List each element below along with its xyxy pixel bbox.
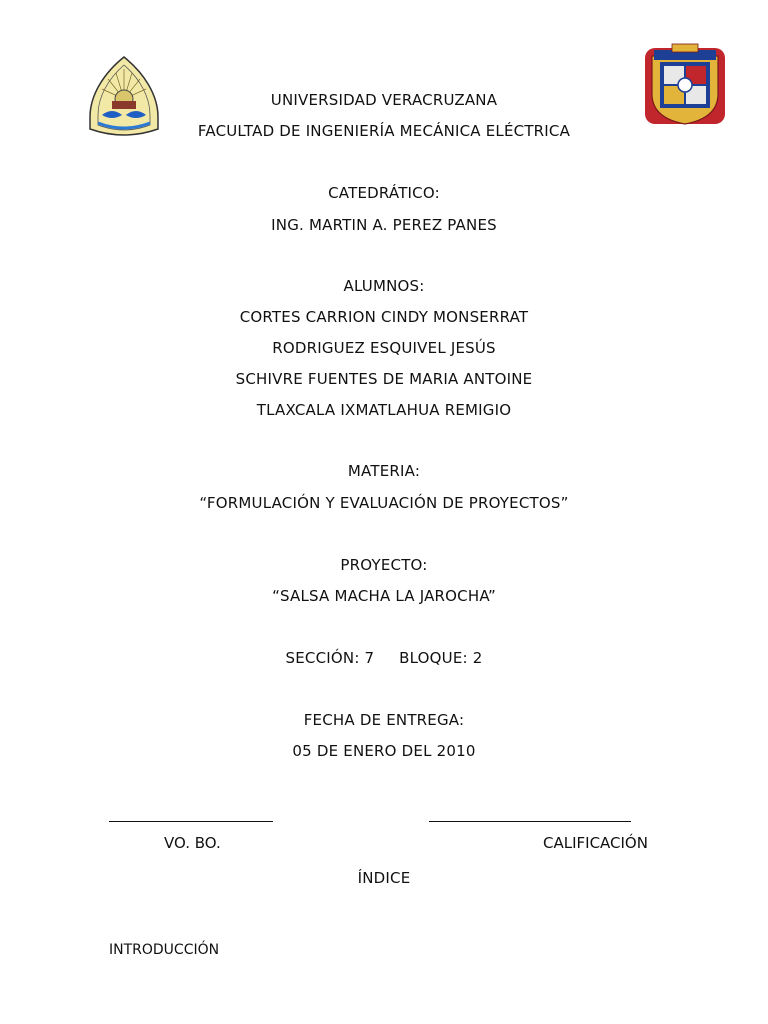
alumnos-label: ALUMNOS:: [343, 277, 425, 295]
index-title: ÍNDICE: [357, 869, 411, 887]
catedratico-name: ING. MARTIN A. PEREZ PANES: [271, 216, 497, 234]
proyecto-label: PROYECTO:: [340, 556, 428, 574]
vobo-label: VO. BO.: [164, 834, 221, 852]
university-name: UNIVERSIDAD VERACRUZANA: [270, 91, 498, 109]
faculty-name: FACULTAD DE INGENIERÍA MECÁNICA ELÉCTRICA: [197, 122, 571, 140]
proyecto-value: “SALSA MACHA LA JAROCHA”: [272, 587, 496, 605]
seccion-bloque: SECCIÓN: 7 BLOQUE: 2: [285, 649, 483, 667]
fecha-value: 05 DE ENERO DEL 2010: [292, 742, 476, 760]
alumno-name: CORTES CARRION CINDY MONSERRAT: [239, 308, 529, 326]
index-item-introduccion: INTRODUCCIÓN: [109, 942, 220, 958]
fecha-label: FECHA DE ENTREGA:: [303, 711, 465, 729]
vobo-signature-line: [109, 821, 273, 822]
materia-value: “FORMULACIÓN Y EVALUACIÓN DE PROYECTOS”: [199, 494, 569, 512]
alumno-name: SCHIVRE FUENTES DE MARIA ANTOINE: [235, 370, 533, 388]
alumno-name: RODRIGUEZ ESQUIVEL JESÚS: [272, 339, 496, 357]
university-logo: [642, 42, 728, 128]
materia-label: MATERIA:: [347, 462, 421, 480]
calificacion-signature-line: [429, 821, 631, 822]
alumno-name: TLAXCALA IXMATLAHUA REMIGIO: [256, 401, 512, 419]
catedratico-label: CATEDRÁTICO:: [328, 184, 440, 202]
calificacion-label: CALIFICACIÓN: [543, 834, 648, 852]
